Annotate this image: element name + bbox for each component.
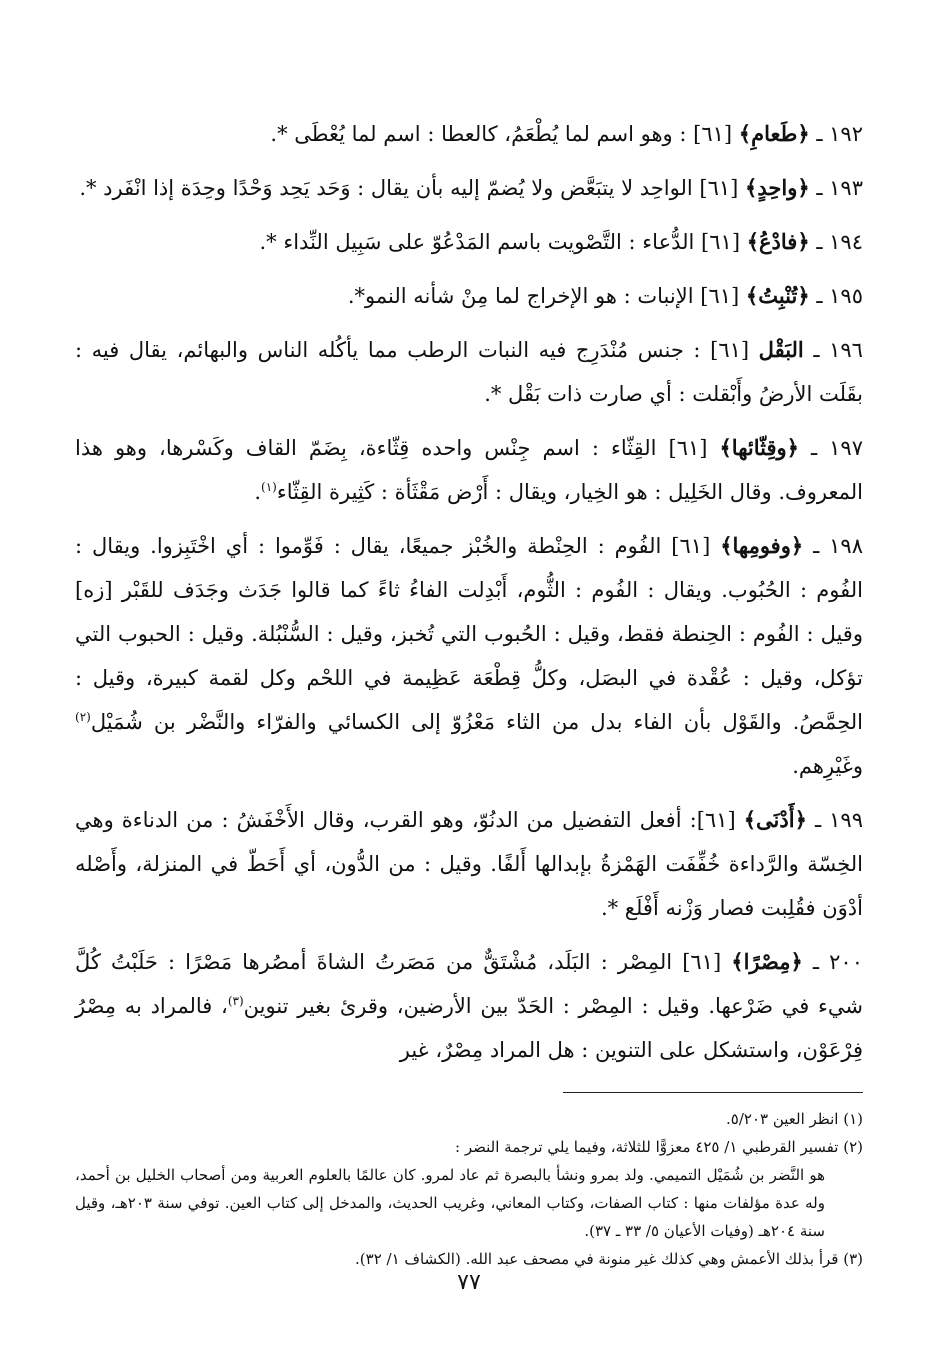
- footnote-subtext: هو النَّضر بن شُمَيْل التميمي. ولد بمرو ونشأ بالبصرة ثم عاد لمرو. كان عالمًا بالعلوم العربية ومن أصحاب الخليل بن أحمد، وله عدة مؤلفات منها : كتاب الصفات، وكتاب المعاني، وغريب الحديث، والمدخل إلى كتاب العين. توفي سنة ٢٠٣هـ، وقيل سنة ٢٠٤هـ (وفيات الأعيان ٥/ ٣٣ ـ ٣٧).: [75, 1166, 825, 1240]
- entry-term: ﴿وقِثّائها﴾: [719, 435, 799, 460]
- entries-list: [75, 112, 863, 1072]
- footnote-marker[interactable]: (١): [261, 480, 277, 494]
- entry-number: ١٩٢ ـ: [816, 122, 863, 146]
- entry-195: [75, 274, 863, 318]
- entry-number: ١٩٨ ـ: [813, 534, 863, 558]
- entry-number: ١٩٦ ـ: [813, 338, 863, 362]
- entry-body: الواحِد لا يتبَعَّض ولا يُضمّ إليه بأن يقال : وَحَد يَحِد وَحْدًا وحِدَة إذا انْفَرد *.: [79, 176, 693, 200]
- footnote-text: تفسير القرطبي ١/ ٤٢٥ معزوًّا للثلاثة، وفيما يلي ترجمة النضر :: [455, 1138, 839, 1156]
- entry-body: المِصْر : البَلَد، مُشْتَقٌّ من مَصَرتُ الشاةَ أمصُرها مَصْرًا : حَلَبْتُ كُلَّ شيء في ضَرْعها. وقيل : المِصْر : الحَدّ بين الأرضين، وقرئ بغير تنوين: [75, 950, 864, 1018]
- entry-verse-ref: [٦١]: [700, 284, 740, 308]
- entry-number: ١٩٧ ـ: [810, 436, 863, 460]
- entry-number: ١٩٣ ـ: [816, 176, 863, 200]
- entry-term: ﴿فادْعُ﴾: [746, 229, 810, 254]
- footnote-2: [75, 1133, 863, 1245]
- entry-197: [75, 426, 863, 514]
- entry-term: ﴿وفومِها﴾: [720, 533, 804, 558]
- entry-number: ٢٠٠ ـ: [812, 950, 863, 974]
- entry-term: ﴿مِصْرًا﴾: [731, 949, 803, 974]
- footnote-number: (٣): [843, 1250, 863, 1268]
- entry-tail: وغَيْرِهم.: [792, 754, 863, 778]
- entry-verse-ref: [٦١]: [710, 338, 750, 362]
- entry-198: [75, 524, 863, 788]
- entry-body: أفعل التفضيل من الدنُوّ، وهو القرب، وقال الأَخْفَشُ : من الدناءة وهي الخِسّة والرَّداءة خُفِّفَت الهَمْزةُ بإبدالها أَلفًا. وقيل : من الدُّون، أي أَحَطّ في المنزلة، وأَصْله أدْوَن فقُلِبت فصار وَزْنه أَفْلَع *.: [75, 808, 863, 920]
- entry-tail: .: [254, 480, 262, 504]
- entry-term: ﴿طَعامِ﴾: [738, 121, 810, 146]
- entry-term: ﴿أَدْنَى﴾: [743, 807, 807, 832]
- entry-verse-ref: [٦١]: [682, 950, 722, 974]
- entry-term: ﴿تُنْبِتُ﴾: [745, 283, 810, 308]
- footnote-separator: [563, 1092, 863, 1093]
- entry-verse-ref: [٦١]: [671, 534, 711, 558]
- footnote-1: [75, 1105, 863, 1133]
- entry-200: [75, 940, 863, 1072]
- entry-term: البَقْل: [758, 337, 804, 362]
- entry-193: [75, 166, 863, 210]
- entry-196: [75, 328, 863, 416]
- entry-verse-ref: [٦١]: [701, 230, 741, 254]
- footnotes: [75, 1105, 863, 1273]
- entry-body: : جنس مُنْدَرِج فيه النبات الرطب مما يأكُله الناس والبهائم، يقال فيه : بقَلَت الأرضُ وأَبْقلت : أي صارت ذات بَقْل *.: [75, 338, 863, 406]
- footnote-3: [75, 1245, 863, 1273]
- entry-194: [75, 220, 863, 264]
- entry-number: ١٩٩ ـ: [814, 808, 863, 832]
- footnote-marker[interactable]: (٣): [227, 994, 244, 1008]
- footnote-marker[interactable]: (٢): [75, 710, 91, 724]
- entry-term: ﴿واحِدٍ﴾: [745, 175, 810, 200]
- entry-verse-ref: [٦١]:: [689, 808, 736, 832]
- document-page: [75, 112, 863, 1369]
- footnote-text: انظر العين ٥/٢٠٣.: [725, 1110, 839, 1128]
- entry-body: الفُوم : الحِنْطة والخُبْز جميعًا، يقال : فَوِّموا : أي اخْتَبِزوا. ويقال : الفُوم : الحُبُوب. ويقال : الفُوم : الثُّوم، أَبْدِلت الفاءُ ثاءً كما قالوا جَدَث وجَدَف للقَبْر [زه] وقيل : الفُوم : الحِنطة فقط، وقيل : الحُبوب التي تُخبز، وقيل : السُّنْبُلة. وقيل : الحبوب التي تؤكل، وقيل : عُقْدة في البصَل، وكلُّ قِطْعَة عَظِيمة في اللحْم وكل لقمة كبيرة، وقيل : الحِمَّصُ. والقَوْل بأن الفاء بدل من الثاء مَعْزُوّ إلى الكسائي والفرّاء والنَّضْر بن شُمَيْل: [75, 534, 863, 734]
- entry-body: الإنبات : هو الإخراج لما مِنْ شأنه النمو*.: [347, 284, 694, 308]
- entry-body: الدُّعاء : التَّصْويت باسم المَدْعُوّ على سَبِيل النِّداء *.: [259, 230, 695, 254]
- entry-199: [75, 798, 863, 930]
- entry-body: : وهو اسم لما يُطْعَمُ، كالعطا : اسم لما يُعْطَى *.: [270, 122, 687, 146]
- footnote-number: (٢): [843, 1138, 863, 1156]
- footnote-number: (١): [843, 1110, 863, 1128]
- page-number: ٧٧: [457, 1270, 481, 1295]
- entry-number: ١٩٥ ـ: [816, 284, 863, 308]
- entry-verse-ref: [٦١]: [693, 122, 733, 146]
- footnote-text: قرأ بذلك الأعمش وهي كذلك غير منونة في مصحف عبد الله. (الكشاف ١/ ٣٢).: [355, 1250, 839, 1268]
- entry-verse-ref: [٦١]: [668, 436, 708, 460]
- entry-192: [75, 112, 863, 156]
- entry-body: القِثّاء : اسم جِنْس واحده قِثّاءة، بِضَمّ القاف وكَسْرها، وهو هذا المعروف. وقال الخَلِيل : هو الخِيار، ويقال : أَرْض مَقْثَأة : كَثِيرة القِثّاء: [75, 436, 863, 504]
- entry-verse-ref: [٦١]: [699, 176, 739, 200]
- entry-tail: ، فالمراد به مِصْرُ فِرْعَوْن، واستشكل على التنوين : هل المراد مِصْرٌ، غير: [75, 994, 863, 1062]
- entry-number: ١٩٤ ـ: [816, 230, 863, 254]
